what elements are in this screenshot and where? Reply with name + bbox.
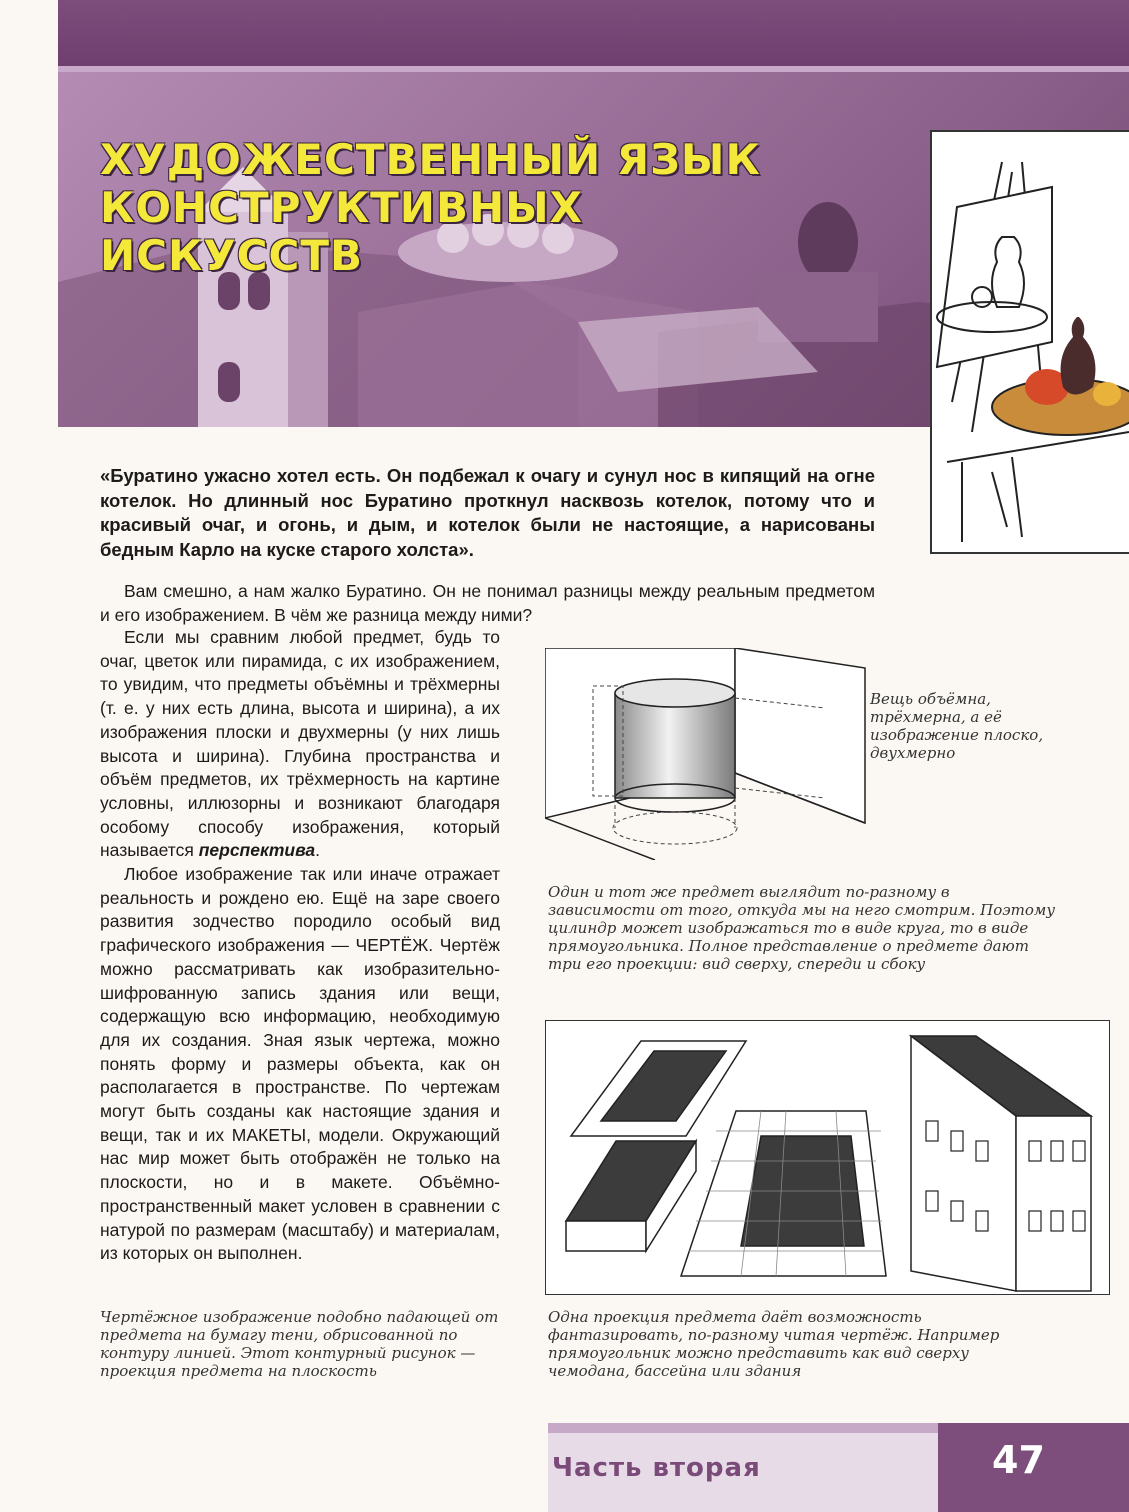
quote-paragraph: «Буратино ужасно хотел есть. Он подбежал к очагу и сунул нос в кипящий на огне котелок. Но длинный нос Буратино проткнул насквозь котелок, потому что и красивый очаг, и огонь, и дым, и котелок были не настоящие, а нарисованы бедным Карло на куске старого холста». (100, 465, 875, 560)
paragraph-perspective-end: . (315, 840, 321, 861)
page-number: 47 (992, 1438, 1045, 1482)
page-title (100, 136, 860, 280)
footer-band (548, 1423, 938, 1433)
caption-shadow-drawing: Чертёжное изображение подобно падающей от предмета на бумагу тени, обрисованной по контуру линией. Этот контурный рисунок — проекция предмета на плоскость (100, 1308, 499, 1380)
easel-sketch-icon (932, 132, 1129, 552)
header-band (58, 0, 1129, 68)
footer-section-title: Часть вторая (552, 1453, 761, 1483)
buildings-layout-icon (546, 1021, 1108, 1293)
buildings-layout-figure (545, 1020, 1110, 1295)
paragraph-perspective (100, 626, 500, 863)
page-title-line1: ХУДОЖЕСТВЕННЫЙ ЯЗЫК (100, 135, 761, 184)
term-perspective: перспектива (198, 840, 316, 861)
cylinder-projection-figure (545, 648, 867, 860)
cylinder-projection-icon (545, 648, 867, 860)
caption-projections: Один и тот же предмет выглядит по-разному в зависимости от того, откуда мы на него смотрим. Поэтому цилиндр может изображаться то в виде круга, то в виде прямоугольника. Полное представление о предмете дают три его проекции: вид сверху, спереди и сбоку (548, 883, 1056, 973)
main-text-column (100, 626, 500, 1266)
caption-projection-fantasy: Одна проекция предмета даёт возможность фантазировать, по-разному читая чертёж. Например прямоугольник можно представить как вид сверху чемодана, бассейна или здания (548, 1308, 1000, 1380)
page-title-line2: КОНСТРУКТИВНЫХ ИСКУССТВ (100, 183, 584, 280)
paragraph-drawing: Любое изображение так или иначе отражает реальность и рождено ею. Ещё на заре своего развития зодчество породило особый вид графического изображения — ЧЕРТЁЖ. Чертёж можно рассматривать как изобразительно-шифрованную запись здания или вещи, содержащую всю информацию, необходимую для их создания. Зная язык чертежа, можно понять форму и размеры объекта, как он располагается в пространстве. По чертежам могут быть созданы как настоящие здания и вещи, так и их МАКЕТЫ, модели. Окружающий нас мир может быть отображён не только на плоскости, но и в макете. Объёмно-пространственный макет условен в сравнении с натурой по размерам (масштабу) и материалам, из которых он выполнен. (100, 864, 500, 1264)
intro-text: Вам смешно, а нам жалко Буратино. Он не понимал разницы между реальным предметом и его изображением. В чём же разница между ними? (100, 581, 875, 625)
caption-cylinder: Вещь объёмна, трёхмерна, а её изображение плоско, двухмерно (870, 690, 1044, 762)
easel-sketch-illustration (930, 130, 1129, 554)
intro-paragraph (100, 580, 875, 627)
paragraph-perspective-text: Если мы сравним любой предмет, будь то очаг, цветок или пирамида, с их изображением, то увидим, что предметы объёмны и трёхмерны (т. е. у них есть длина, высота и ширина), а их изображения плоски и двухмерны (у них лишь высота и ширина). Глубина пространства и объём предметов, их трёхмерность на картине условны, иллюзорны и возникают благодаря особому способу изображения, который называется (100, 627, 500, 861)
